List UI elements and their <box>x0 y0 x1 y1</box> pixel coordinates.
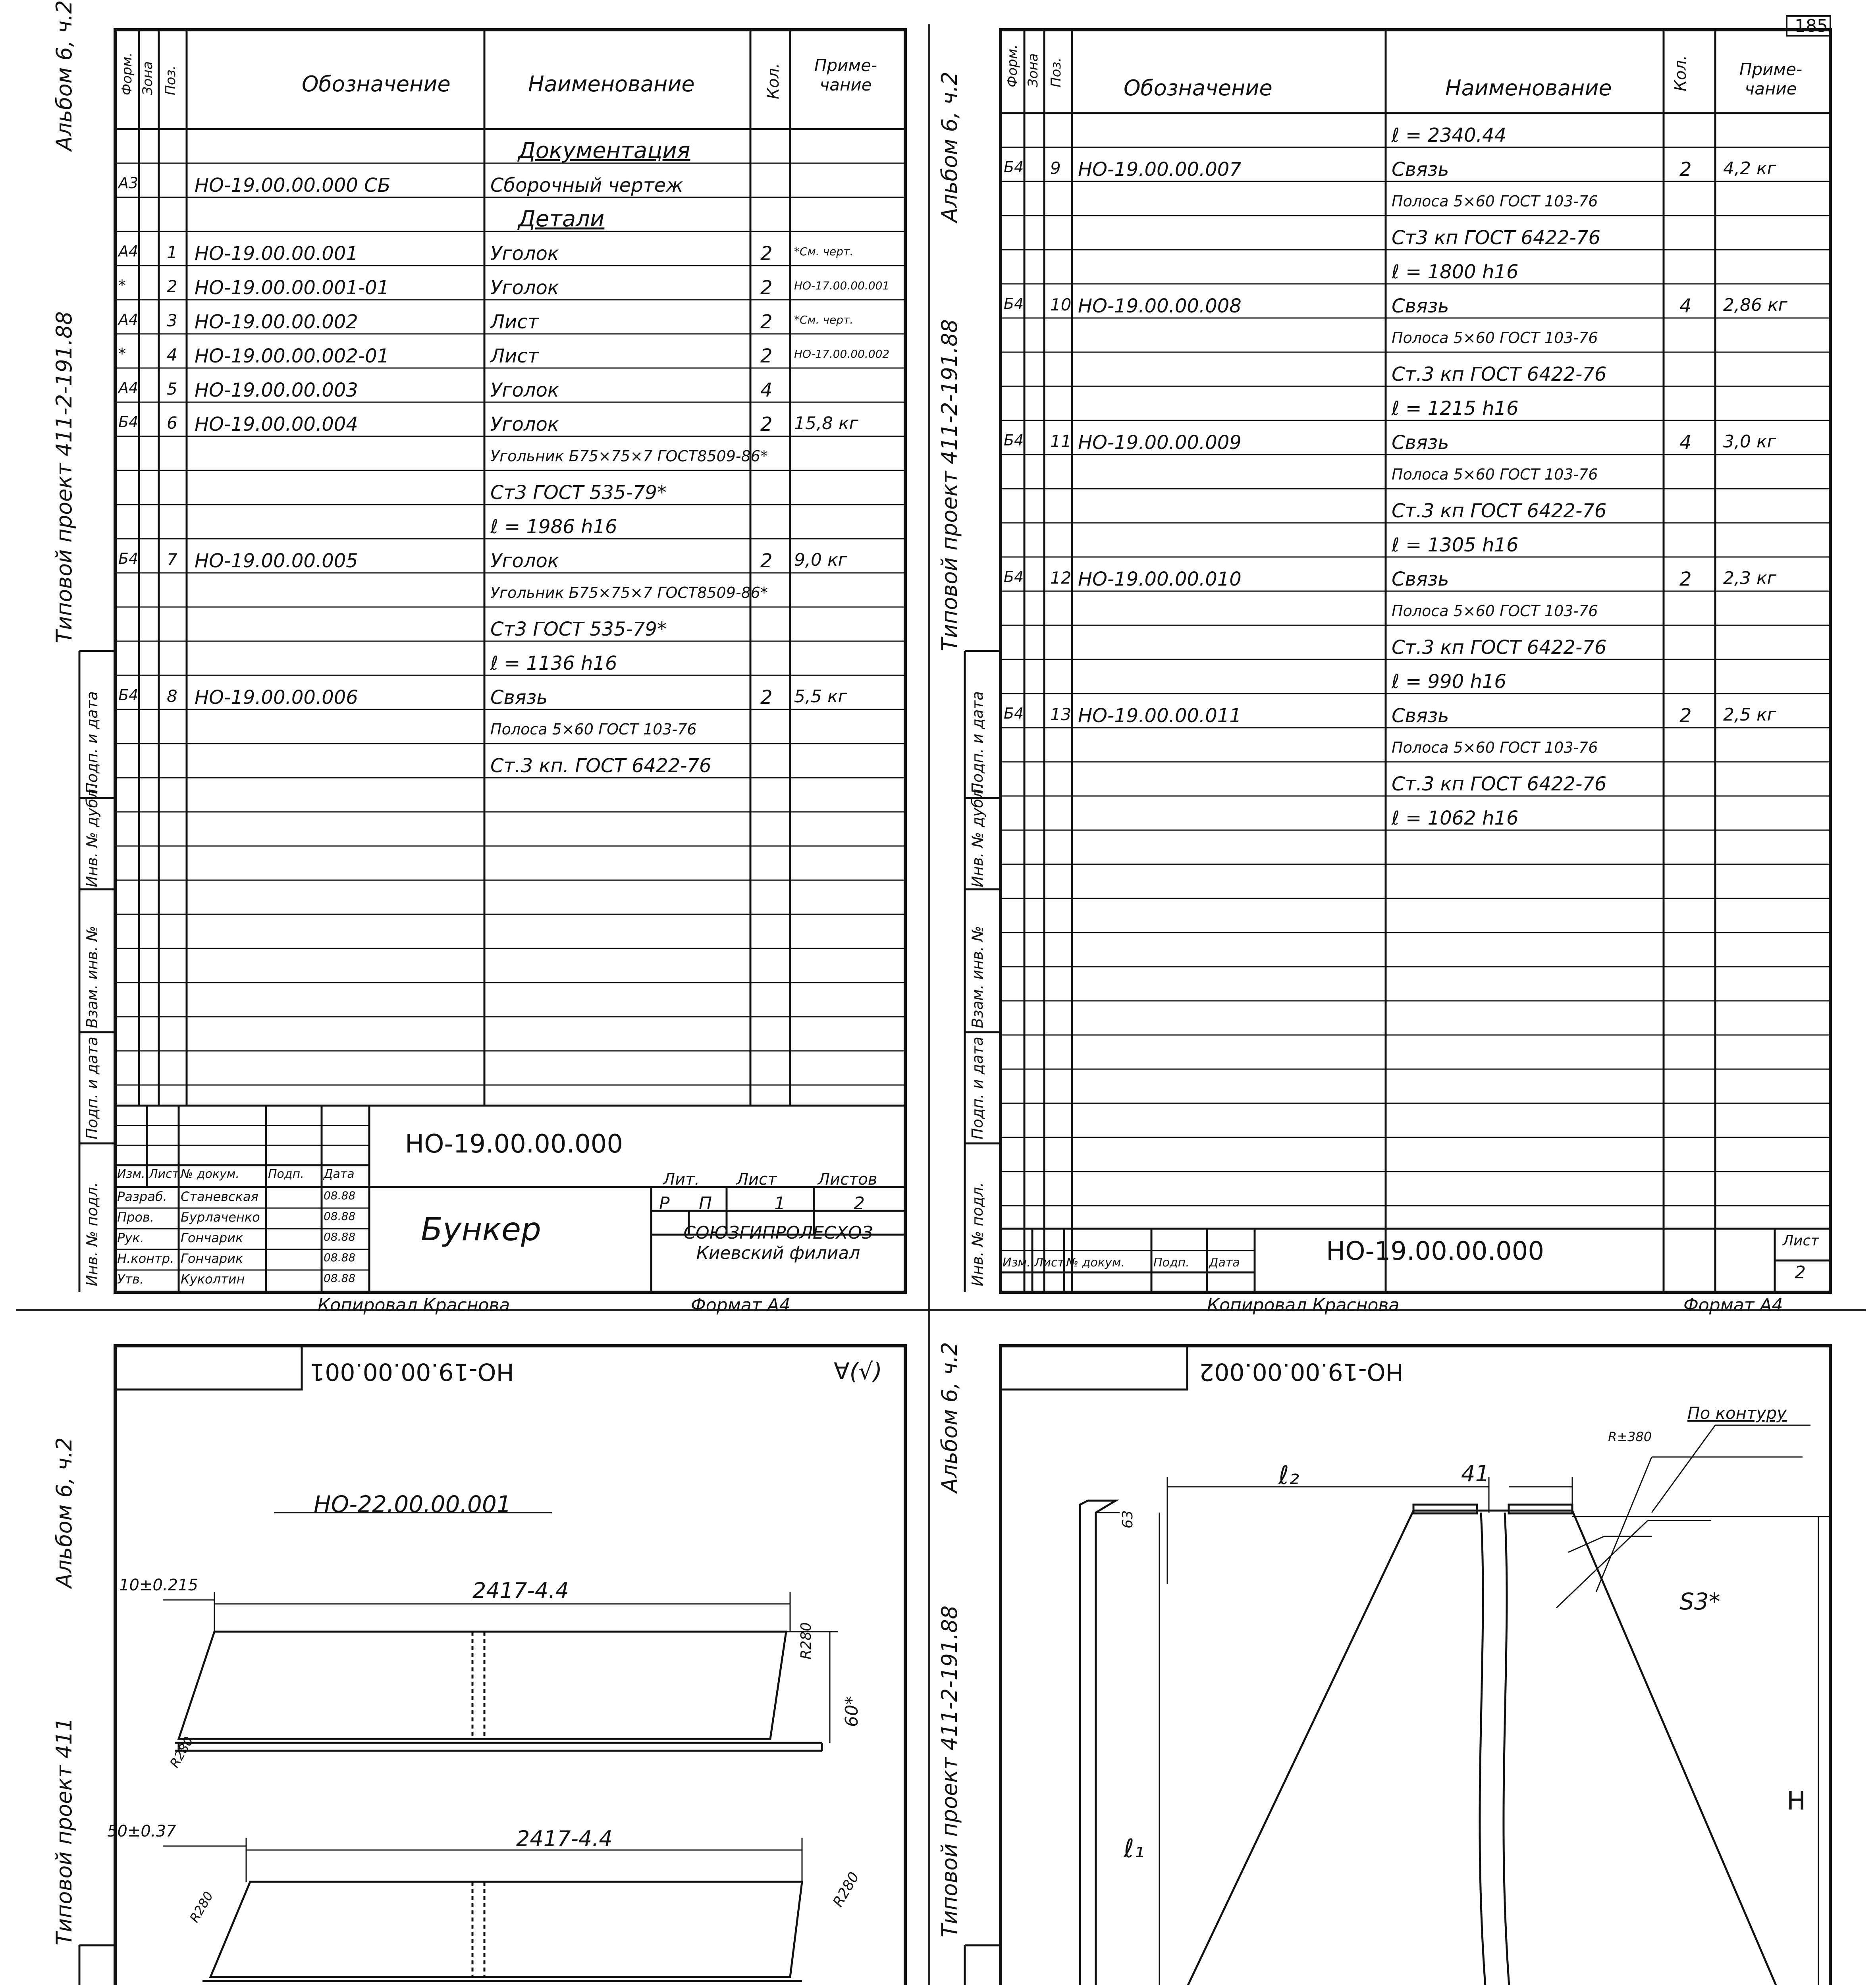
side-label-inv-orig: Инв. № подл. <box>969 1182 986 1286</box>
side-label-inv-no: Инв. № дубл. <box>969 784 986 887</box>
side-label-project: Типовой проект 411-2-191.88 <box>937 319 962 651</box>
header-pos: Поз. <box>1048 57 1064 87</box>
row-designation: НО-19.00.00.005 <box>195 550 358 572</box>
row-name: Связь <box>1392 568 1449 590</box>
row-note: *См. черт. <box>794 245 854 258</box>
row-format: Б4 <box>118 686 139 704</box>
row-name: Ст3 кп ГОСТ 6422-76 <box>1392 227 1601 249</box>
row-name: Полоса 5×60 ГОСТ 103-76 <box>490 721 697 738</box>
row-format: Б4 <box>118 413 139 431</box>
header-pos: Поз. <box>163 65 179 95</box>
side-label-inv-no: Инв. № дубл. <box>83 784 101 887</box>
sign-date: 08.88 <box>324 1210 356 1223</box>
sheets-value: 2 <box>854 1193 865 1214</box>
radius-c: R280 <box>830 1869 863 1910</box>
radius-label: R±380 <box>1608 1429 1652 1444</box>
side-label-album: Альбом 6, ч.2 <box>52 0 77 151</box>
person-name: Гончарик <box>181 1251 243 1266</box>
sign-date: 08.88 <box>324 1272 356 1285</box>
header-name: Наименование <box>1445 75 1612 100</box>
row-position: 13 <box>1050 705 1072 724</box>
lit-value-2: П <box>699 1193 712 1214</box>
sheet-label: Лист <box>737 1170 777 1189</box>
row-designation: НО-19.00.00.004 <box>195 413 358 436</box>
row-position: 1 <box>167 243 177 262</box>
row-position: 12 <box>1050 568 1072 588</box>
row-note: НО-17.00.00.001 <box>794 279 890 292</box>
thickness-s3: S3* <box>1679 1588 1720 1615</box>
row-qty: 2 <box>760 550 773 572</box>
side-label-replace: Взам. инв. № <box>969 925 986 1028</box>
row-format: А4 <box>118 379 139 397</box>
row-name: Лист <box>490 311 539 333</box>
row-format: Б4 <box>118 550 139 567</box>
person-name: Станевская <box>181 1189 258 1204</box>
row-name: Уголок <box>490 243 559 265</box>
sign-date: 08.88 <box>324 1251 356 1264</box>
doc-code: НО-19.00.00.000 <box>405 1129 623 1159</box>
row-note: 3,0 кг <box>1723 432 1776 452</box>
person-name: Бурлаченко <box>181 1210 260 1225</box>
row-name: Связь <box>1392 705 1449 727</box>
side-label-project: Типовой проект 411-2-191.88 <box>937 1605 962 1937</box>
row-designation: НО-19.00.00.002 <box>195 311 358 333</box>
row-qty: 2 <box>760 243 773 265</box>
row-name: Связь <box>1392 295 1449 317</box>
row-name: Сборочный чертеж <box>490 174 683 197</box>
row-designation: НО-19.00.00.000 СБ <box>195 174 391 197</box>
title-block-column: Дата <box>1209 1256 1240 1270</box>
sheet-value: 1 <box>774 1193 785 1214</box>
row-name: Угольник Б75×75×7 ГОСТ8509-86* <box>490 447 768 465</box>
dim-63: 63 <box>1120 1510 1136 1528</box>
row-name: Лист <box>490 345 539 367</box>
row-name: ℓ = 1215 h16 <box>1392 397 1519 420</box>
dim-mid: 2417-4.4 <box>516 1826 613 1851</box>
row-qty: 2 <box>760 311 773 333</box>
row-note: 5,5 кг <box>794 686 847 707</box>
radius-d: R280 <box>187 1889 216 1925</box>
row-format: Б4 <box>1004 295 1024 312</box>
drawing-title: НО-22.00.00.001 <box>314 1491 511 1518</box>
role-label: Разраб. <box>117 1189 167 1204</box>
row-designation: НО-19.00.00.008 <box>1078 295 1242 317</box>
side-label-sign-date: Подп. и дата <box>969 691 986 794</box>
row-qty: 2 <box>1679 158 1692 181</box>
row-note: *См. черт. <box>794 313 854 326</box>
format-label: Формат А4 <box>1683 1295 1783 1315</box>
title-block-column: Лист <box>149 1167 179 1181</box>
row-format: * <box>118 345 126 362</box>
row-name: Уголок <box>490 379 559 401</box>
row-note: 2,5 кг <box>1723 705 1776 725</box>
row-designation: НО-19.00.00.001-01 <box>195 277 389 299</box>
row-name: Ст.3 кп. ГОСТ 6422-76 <box>490 755 711 777</box>
row-name: Полоса 5×60 ГОСТ 103-76 <box>1392 602 1598 620</box>
spec-table-grid-2 <box>1001 30 1830 1292</box>
row-designation: НО-19.00.00.003 <box>195 379 358 401</box>
dim-top: 2417-4.4 <box>472 1578 569 1603</box>
doc-title: Бункер <box>421 1211 541 1248</box>
org-name: СОЮЗГИПРОЛЕСХОЗ Киевский филиал <box>683 1223 873 1263</box>
row-qty: 2 <box>760 345 773 367</box>
dim-height: 60* <box>842 1696 862 1727</box>
sheet-label: Лист <box>1783 1233 1819 1249</box>
copied-by: Копировал Краснова <box>1207 1295 1400 1315</box>
title-block-column: Подп. <box>1153 1256 1190 1270</box>
role-label: Утв. <box>117 1272 144 1287</box>
row-name: Документация <box>518 138 690 164</box>
row-name: ℓ = 2340.44 <box>1392 124 1507 146</box>
header-zone: Зона <box>140 61 156 95</box>
row-designation: НО-19.00.00.007 <box>1078 158 1242 181</box>
header-qty: Кол. <box>764 63 783 99</box>
row-note: 2,3 кг <box>1723 568 1776 588</box>
contour-note: По контуру <box>1687 1403 1787 1423</box>
row-qty: 4 <box>760 379 773 401</box>
row-name: Уголок <box>490 550 559 572</box>
side-label-sign-date-2: Подп. и дата <box>969 1037 986 1139</box>
row-qty: 4 <box>1679 295 1692 317</box>
angle-drawing <box>115 1346 905 1985</box>
row-name: ℓ = 990 h16 <box>1392 671 1506 693</box>
row-format: Б4 <box>1004 158 1024 176</box>
row-format: Б4 <box>1004 568 1024 586</box>
row-qty: 2 <box>760 686 773 709</box>
top-code: НО-19.00.00.002 <box>1199 1358 1404 1386</box>
row-designation: НО-19.00.00.011 <box>1078 705 1242 727</box>
side-label-sign-date-2: Подп. и дата <box>83 1037 101 1139</box>
row-qty: 4 <box>1679 432 1692 454</box>
dim-l1: ℓ₁ <box>1124 1834 1145 1864</box>
sheets-label: Листов <box>818 1170 877 1189</box>
sign-date: 08.88 <box>324 1189 356 1202</box>
row-format: Б4 <box>1004 705 1024 722</box>
side-label-inv-orig: Инв. № подл. <box>83 1182 101 1286</box>
side-label-project: Типовой проект 411 <box>52 1717 77 1945</box>
side-label-sign-date: Подп. и дата <box>83 691 101 794</box>
side-label-replace: Взам. инв. № <box>83 925 101 1028</box>
radius-a: R280 <box>798 1622 814 1659</box>
sheet-value: 2 <box>1795 1262 1806 1283</box>
row-note: НО-17.00.00.002 <box>794 347 890 360</box>
row-name: Ст.3 кп ГОСТ 6422-76 <box>1392 363 1607 385</box>
row-name: Ст.3 кп ГОСТ 6422-76 <box>1392 500 1607 522</box>
dim-H: H <box>1787 1786 1806 1816</box>
side-label-album: Альбом 6, ч.2 <box>937 71 962 222</box>
lit-label: Лит. <box>663 1170 700 1189</box>
title-block-column: Изм. <box>117 1167 145 1181</box>
row-format: Б4 <box>1004 432 1024 449</box>
header-designation: Обозначение <box>302 71 451 96</box>
header-note: Приме-чание <box>1739 60 1803 98</box>
row-qty: 2 <box>760 277 773 299</box>
row-position: 6 <box>167 413 177 433</box>
row-designation: НО-19.00.00.001 <box>195 243 358 265</box>
row-format: * <box>118 277 126 294</box>
row-name: Ст.3 кп ГОСТ 6422-76 <box>1392 636 1607 659</box>
sign-date: 08.88 <box>324 1230 356 1243</box>
row-position: 4 <box>167 345 177 364</box>
row-name: Связь <box>1392 158 1449 181</box>
row-qty: 2 <box>1679 705 1692 727</box>
row-position: 8 <box>167 686 177 706</box>
role-label: Пров. <box>117 1210 154 1225</box>
copied-by: Копировал Краснова <box>318 1295 510 1315</box>
header-format: Форм. <box>119 52 135 95</box>
title-block-column: Подп. <box>268 1167 304 1181</box>
row-name: Ст3 ГОСТ 535-79* <box>490 482 667 504</box>
row-position: 7 <box>167 550 177 569</box>
role-label: Рук. <box>117 1230 144 1245</box>
row-name: Полоса 5×60 ГОСТ 103-76 <box>1392 193 1598 210</box>
header-format: Форм. <box>1005 44 1020 87</box>
title-block-column: Лист <box>1034 1256 1065 1270</box>
lit-value: Р <box>659 1193 670 1214</box>
radius-b: R280 <box>167 1734 197 1770</box>
role-label: Н.контр. <box>117 1251 174 1266</box>
row-note: 9,0 кг <box>794 550 847 570</box>
row-name: Полоса 5×60 ГОСТ 103-76 <box>1392 329 1598 347</box>
header-name: Наименование <box>528 71 695 96</box>
dim-left-1: 10±0.215 <box>119 1576 198 1594</box>
row-position: 11 <box>1050 432 1072 451</box>
side-label-album: Альбом 6, ч.2 <box>937 1342 962 1493</box>
row-qty: 2 <box>760 413 773 436</box>
row-name: Ст.3 кп ГОСТ 6422-76 <box>1392 773 1607 795</box>
dim-41: 41 <box>1461 1461 1490 1487</box>
row-name: Уголок <box>490 413 559 436</box>
row-name: ℓ = 1986 h16 <box>490 516 617 538</box>
row-name: Уголок <box>490 277 559 299</box>
dim-left-2: 50±0.37 <box>107 1822 176 1840</box>
dim-l2: ℓ₂ <box>1278 1461 1300 1490</box>
row-name: Полоса 5×60 ГОСТ 103-76 <box>1392 739 1598 756</box>
format-label: Формат А4 <box>691 1295 791 1315</box>
sheet-drawing <box>1001 1346 1830 1985</box>
row-designation: НО-19.00.00.010 <box>1078 568 1242 590</box>
row-name: ℓ = 1800 h16 <box>1392 261 1519 283</box>
title-block-column: № докум. <box>181 1167 239 1181</box>
row-name: Детали <box>518 206 605 232</box>
person-name: Куколтин <box>181 1272 245 1287</box>
doc-code: НО-19.00.00.000 <box>1326 1237 1544 1266</box>
row-name: Угольник Б75×75×7 ГОСТ8509-86* <box>490 584 768 601</box>
title-block-column: № докум. <box>1066 1256 1125 1270</box>
page-number: 185 <box>1795 16 1828 36</box>
row-format: А4 <box>118 311 139 328</box>
row-name: Полоса 5×60 ГОСТ 103-76 <box>1392 466 1598 483</box>
title-block-column: Дата <box>324 1167 355 1181</box>
row-designation: НО-19.00.00.009 <box>1078 432 1242 454</box>
row-position: 2 <box>167 277 177 296</box>
header-qty: Кол. <box>1672 55 1690 91</box>
row-position: 9 <box>1050 158 1061 178</box>
row-name: ℓ = 1305 h16 <box>1392 534 1519 556</box>
row-note: 2,86 кг <box>1723 295 1787 315</box>
header-designation: Обозначение <box>1124 75 1273 100</box>
side-label-project: Типовой проект 411-2-191.88 <box>52 311 77 643</box>
header-note: Приме-чание <box>814 56 877 94</box>
row-name: Связь <box>1392 432 1449 454</box>
row-note: 15,8 кг <box>794 413 858 434</box>
row-name: ℓ = 1062 h16 <box>1392 807 1519 829</box>
row-format: А3 <box>118 174 139 192</box>
row-designation: НО-19.00.00.002-01 <box>195 345 389 367</box>
row-position: 10 <box>1050 295 1072 314</box>
top-code: НО-19.00.00.001 <box>310 1358 514 1386</box>
row-format: А4 <box>118 243 139 260</box>
roughness-symbol: ∀(√) <box>834 1358 882 1385</box>
person-name: Гончарик <box>181 1230 243 1245</box>
title-block-column: Изм. <box>1003 1256 1031 1270</box>
header-zone: Зона <box>1025 53 1041 87</box>
row-qty: 2 <box>1679 568 1692 590</box>
side-label-album: Альбом 6, ч.2 <box>52 1437 77 1588</box>
row-designation: НО-19.00.00.006 <box>195 686 358 709</box>
row-position: 3 <box>167 311 177 330</box>
row-name: Ст3 ГОСТ 535-79* <box>490 618 667 640</box>
row-position: 5 <box>167 379 177 399</box>
row-name: ℓ = 1136 h16 <box>490 652 617 675</box>
row-name: Связь <box>490 686 548 709</box>
row-note: 4,2 кг <box>1723 158 1776 179</box>
